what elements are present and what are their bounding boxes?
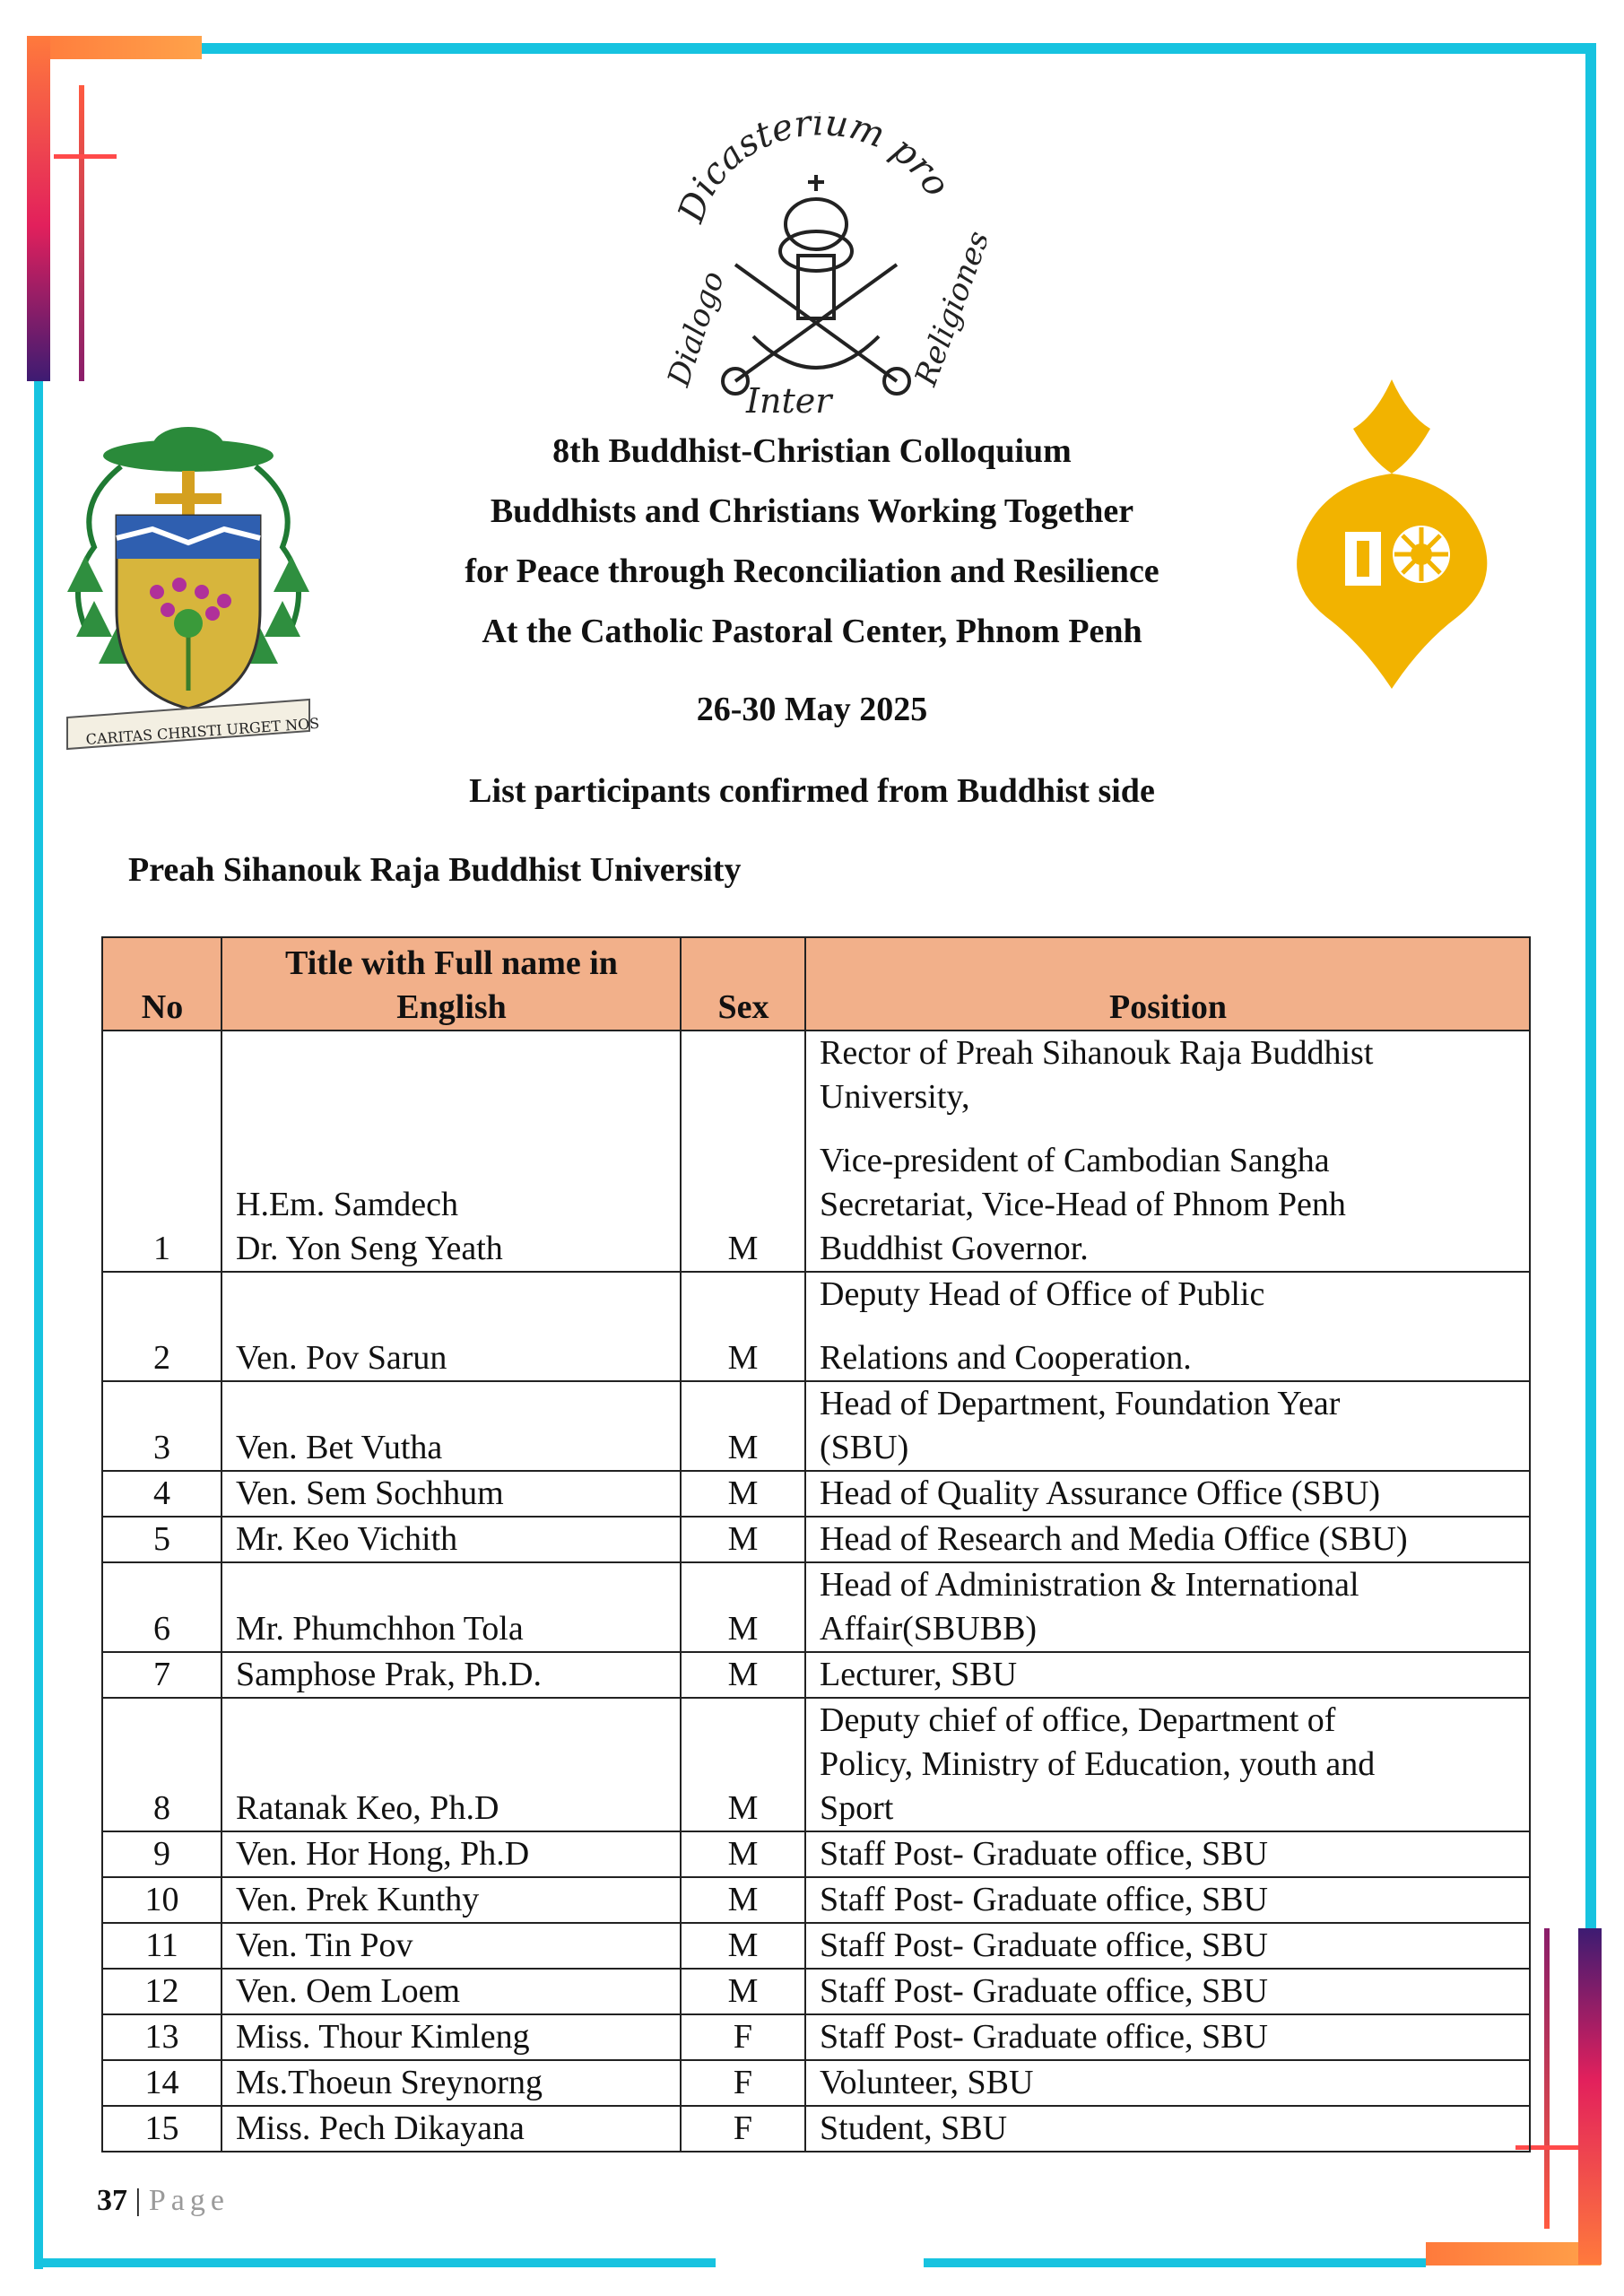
cell-name-line1: H.Em. Samdech	[236, 1186, 459, 1223]
line-gap	[820, 1119, 1516, 1139]
position-line: Relations and Cooperation.	[820, 1339, 1192, 1377]
position-line: Head of Administration & International	[820, 1566, 1359, 1604]
cell-sex: M	[681, 1272, 805, 1381]
line-gap	[820, 1317, 1516, 1336]
position-line: University,	[820, 1078, 970, 1116]
corner-accent-right-bar	[1578, 1928, 1602, 2265]
position-line: Affair(SBUBB)	[820, 1610, 1038, 1648]
corner-accent-bottom-right	[1426, 2242, 1601, 2266]
cell-sex: F	[681, 2106, 805, 2152]
frame-top-border	[143, 43, 1596, 54]
cell-position	[805, 1698, 1530, 1831]
cell-name: Ven. Bet Vutha	[221, 1381, 681, 1471]
header-name-line1: Title with Full name in	[285, 944, 618, 982]
position-line: Vice-president of Cambodian Sangha	[820, 1142, 1330, 1179]
dicastery-seal-logo	[646, 112, 986, 426]
cell-sex: M	[681, 1652, 805, 1698]
cell-name: Miss. Thour Kimleng	[221, 2014, 681, 2060]
position-line: Policy, Ministry of Education, youth and	[820, 1745, 1376, 1783]
table-header-row	[102, 937, 1530, 1031]
cell-name: Ven. Sem Sochhum	[221, 1471, 681, 1517]
table-row	[102, 1272, 1530, 1381]
cell-sex: M	[681, 1471, 805, 1517]
svg-text:Dialogo: Dialogo	[661, 266, 732, 391]
table-row	[102, 1031, 1530, 1272]
cell-sex: M	[681, 1831, 805, 1877]
cell-name: Ratanak Keo, Ph.D	[221, 1698, 681, 1831]
cell-name	[221, 1031, 681, 1272]
cell-name: Mr. Keo Vichith	[221, 1517, 681, 1562]
cell-position	[805, 1031, 1530, 1272]
table-row	[102, 2060, 1530, 2106]
cell-no: 6	[102, 1562, 221, 1652]
cell-position: Staff Post- Graduate office, SBU	[805, 2014, 1530, 2060]
cell-position: Staff Post- Graduate office, SBU	[805, 1969, 1530, 2014]
venue-line: At the Catholic Pastoral Center, Phnom Penh	[482, 613, 1142, 650]
cell-sex: F	[681, 2014, 805, 2060]
position-line: Rector of Preah Sihanouk Raja Buddhist	[820, 1034, 1374, 1072]
table-row	[102, 1698, 1530, 1831]
cell-no: 1	[102, 1031, 221, 1272]
table-row	[102, 1517, 1530, 1562]
university-heading: Preah Sihanouk Raja Buddhist University	[128, 851, 742, 889]
svg-text:CARITAS CHRISTI URGET NOS: CARITAS CHRISTI URGET NOS	[85, 714, 320, 748]
list-subtitle: List participants confirmed from Buddhist side	[469, 772, 1155, 810]
position-line: Deputy Head of Office of Public	[820, 1275, 1265, 1313]
cell-position: Volunteer, SBU	[805, 2060, 1530, 2106]
cell-sex: M	[681, 1517, 805, 1562]
cell-name: Ven. Hor Hong, Ph.D	[221, 1831, 681, 1877]
corner-accent-cross	[54, 154, 117, 159]
corner-accent-top-left	[31, 36, 202, 59]
theme-line-2: for Peace through Reconciliation and Resilience	[465, 552, 1159, 590]
svg-text:Religiones: Religiones	[908, 226, 986, 391]
participants-table	[101, 936, 1531, 2152]
page-label: Page	[148, 2184, 230, 2217]
cell-no: 12	[102, 1969, 221, 2014]
cell-sex: M	[681, 1031, 805, 1272]
frame-bottom-border-left	[34, 2258, 716, 2267]
cell-sex: M	[681, 1562, 805, 1652]
page-number: 37	[97, 2184, 127, 2217]
footer-separator: |	[135, 2184, 142, 2217]
table-row	[102, 1923, 1530, 1969]
table-row	[102, 1652, 1530, 1698]
cell-position: Staff Post- Graduate office, SBU	[805, 1923, 1530, 1969]
table-row	[102, 1562, 1530, 1652]
header-sex: Sex	[681, 937, 805, 1031]
table-row	[102, 2106, 1530, 2152]
cell-no: 2	[102, 1272, 221, 1381]
svg-text:Dicasterium pro: Dicasterium pro	[670, 112, 959, 228]
frame-right-border	[1585, 43, 1596, 1953]
position-line: (SBU)	[820, 1429, 909, 1466]
table-row	[102, 1471, 1530, 1517]
theme-line-1: Buddhists and Christians Working Together	[490, 492, 1134, 530]
cell-name: Ven. Prek Kunthy	[221, 1877, 681, 1923]
cell-no: 5	[102, 1517, 221, 1562]
position-line: Sport	[820, 1789, 894, 1827]
cell-no: 11	[102, 1923, 221, 1969]
table-row	[102, 1877, 1530, 1923]
cell-position: Staff Post- Graduate office, SBU	[805, 1831, 1530, 1877]
cell-no: 15	[102, 2106, 221, 2152]
cell-name: Ven. Tin Pov	[221, 1923, 681, 1969]
cell-no: 4	[102, 1471, 221, 1517]
corner-accent-left-bar	[27, 36, 50, 381]
cell-position	[805, 1562, 1530, 1652]
colloquium-title: 8th Buddhist-Christian Colloquium	[552, 432, 1072, 470]
table-row	[102, 1831, 1530, 1877]
position-line: Secretariat, Vice-Head of Phnom Penh	[820, 1186, 1346, 1223]
frame-bottom-border-right	[924, 2258, 1426, 2267]
header-position: Position	[805, 937, 1530, 1031]
cell-position: Head of Research and Media Office (SBU)	[805, 1517, 1530, 1562]
cell-sex: M	[681, 1923, 805, 1969]
position-line: Deputy chief of office, Department of	[820, 1701, 1336, 1739]
cell-name: Ven. Pov Sarun	[221, 1272, 681, 1381]
cell-no: 8	[102, 1698, 221, 1831]
cell-name-line2: Dr. Yon Seng Yeath	[236, 1230, 503, 1267]
cell-name: Ms.Thoeun Sreynorng	[221, 2060, 681, 2106]
cell-position: Student, SBU	[805, 2106, 1530, 2152]
cell-position: Lecturer, SBU	[805, 1652, 1530, 1698]
header-name	[221, 937, 681, 1031]
svg-text:Inter: Inter	[746, 381, 832, 421]
cell-sex: F	[681, 2060, 805, 2106]
frame-left-border	[34, 368, 43, 2269]
cell-position	[805, 1381, 1530, 1471]
cell-name: Samphose Prak, Ph.D.	[221, 1652, 681, 1698]
cell-no: 3	[102, 1381, 221, 1471]
table-row	[102, 2014, 1530, 2060]
cell-position: Staff Post- Graduate office, SBU	[805, 1877, 1530, 1923]
cell-name: Mr. Phumchhon Tola	[221, 1562, 681, 1652]
cell-no: 10	[102, 1877, 221, 1923]
cell-position	[805, 1272, 1530, 1381]
table-row	[102, 1381, 1530, 1471]
cell-name: Ven. Oem Loem	[221, 1969, 681, 2014]
cell-no: 13	[102, 2014, 221, 2060]
position-line: Head of Department, Foundation Year	[820, 1385, 1341, 1422]
cell-sex: M	[681, 1381, 805, 1471]
cell-sex: M	[681, 1877, 805, 1923]
event-date: 26-30 May 2025	[696, 691, 928, 728]
cell-no: 7	[102, 1652, 221, 1698]
cell-no: 14	[102, 2060, 221, 2106]
corner-accent-thin-line	[79, 85, 84, 381]
cell-position: Head of Quality Assurance Office (SBU)	[805, 1471, 1530, 1517]
cell-no: 9	[102, 1831, 221, 1877]
cell-sex: M	[681, 1969, 805, 2014]
corner-accent-thin-line-right	[1544, 1928, 1550, 2229]
header-name-line2: English	[396, 988, 507, 1026]
page-footer	[97, 2183, 230, 2219]
header-no: No	[102, 937, 221, 1031]
cell-name: Miss. Pech Dikayana	[221, 2106, 681, 2152]
position-line: Buddhist Governor.	[820, 1230, 1089, 1267]
cell-sex: M	[681, 1698, 805, 1831]
table-row	[102, 1969, 1530, 2014]
